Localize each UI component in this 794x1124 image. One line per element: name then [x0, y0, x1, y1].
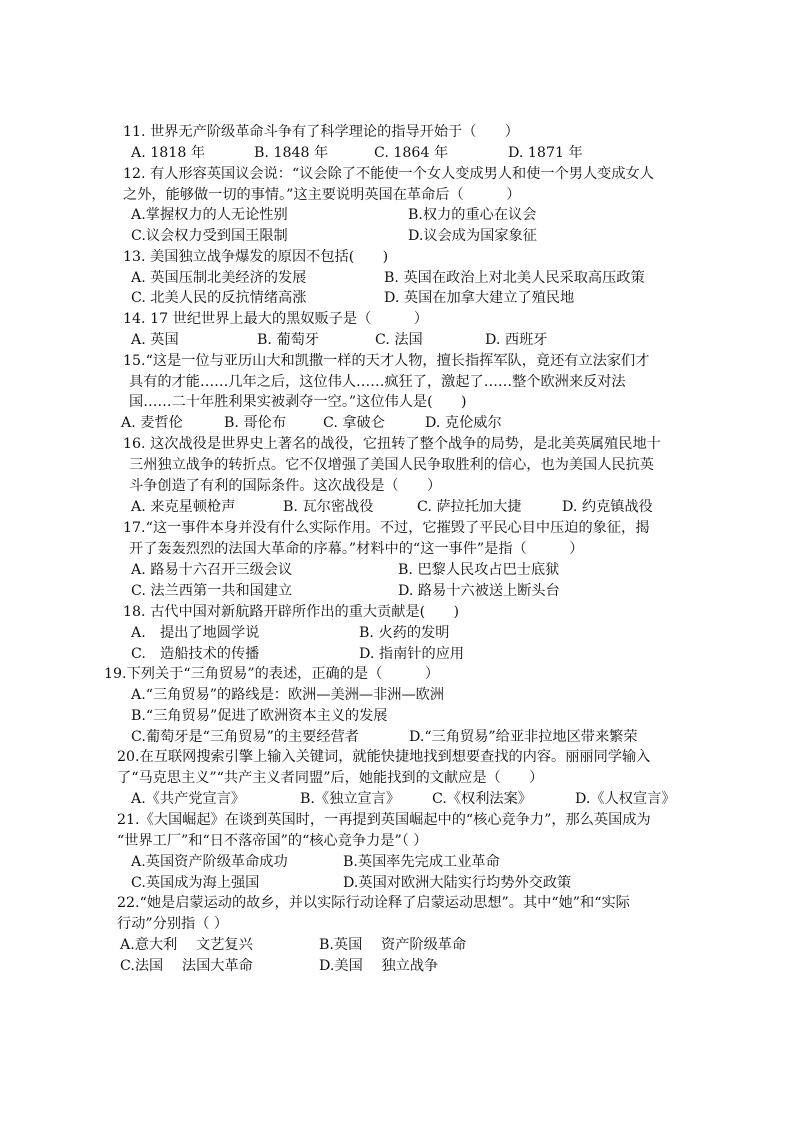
question-14-stem-line-1: 14. 17 世纪世界上最大的黑奴贩子是（ ）: [123, 311, 429, 327]
question-14-option-c: C. 法国: [375, 332, 423, 348]
question-12-option-b: B.权力的重心在议会: [408, 207, 537, 223]
question-16-stem-line-3: 斗争创造了有利的国际条件。这次战役是（ ）: [129, 478, 442, 494]
question-16-stem-line-1: 16. 这次战役是世界史上著名的战役，它扭转了整个战争的局势，是北美英属殖民地十: [123, 436, 661, 452]
question-12-stem-line-1: 12. 有人形容英国议会说：“议会除了不能使一个女人变成男人和使一个男人变成女人: [123, 166, 654, 182]
question-18-option-a: A. 提出了地圆学说: [131, 625, 260, 641]
question-22-option-d: D.美国 独立战争: [319, 958, 439, 974]
question-18-option-d: D. 指南针的应用: [359, 646, 465, 662]
question-15-option-a: A. 麦哲伦: [121, 415, 183, 431]
question-22-option-b: B.英国 资产阶级革命: [319, 937, 467, 953]
question-19-option-d: D.“三角贸易”给亚非拉地区带来繁荣: [409, 729, 638, 745]
question-21-option-c: C.英国成为海上强国: [131, 875, 260, 891]
question-15-option-c: C. 拿破仑: [323, 415, 385, 431]
question-15-option-b: B. 哥伦布: [224, 415, 287, 431]
question-14-option-b: B. 葡萄牙: [257, 332, 320, 348]
question-12-option-a: A.掌握权力的人无论性别: [131, 207, 288, 223]
question-13-option-c: C. 北美人民的反抗情绪高涨: [131, 290, 307, 306]
question-19-option-b: B.“三角贸易”促进了欧洲资本主义的发展: [131, 708, 388, 724]
question-13-option-b: B. 英国在政治上对北美人民采取高压政策: [384, 270, 645, 286]
question-21-option-d: D.英国对欧洲大陆实行均势外交政策: [343, 875, 572, 891]
question-15-stem-line-3: 国……二十年胜利果实被剥夺一空。”这位伟人是( ): [129, 394, 467, 410]
question-22-option-c: C.法国 法国大革命: [120, 958, 253, 974]
question-22-option-a: A.意大利 文艺复兴: [120, 937, 253, 953]
question-17-stem-line-1: 17.“这一事件本身并没有什么实际作用。不过，它摧毁了平民心目中压迫的象征，揭: [123, 520, 650, 536]
question-15-stem-line-1: 15.“这是一位与亚历山大和凯撒一样的天才人物，擅长指挥军队，竟还有立法家们才: [123, 353, 650, 369]
question-16-option-a: A. 来克星顿枪声: [131, 499, 236, 515]
question-19-option-a: A.“三角贸易”的路线是：欧洲—美洲—非洲—欧洲: [131, 687, 445, 703]
question-20-stem-line-2: 了“马克思主义”“共产主义者同盟”后，她能找到的文献应是（ ）: [117, 770, 544, 786]
question-21-option-b: B.英国率先完成工业革命: [343, 854, 500, 870]
question-21-stem-line-2: “世界工厂”和“日不落帝国”的“核心竞争力是”（ ）: [117, 833, 428, 849]
question-19-option-c: C.葡萄牙是“三角贸易”的主要经营者: [131, 729, 359, 745]
question-19-stem-line-1: 19.下列关于“三角贸易”的表述，正确的是（ ）: [104, 666, 440, 682]
question-16-option-c: C. 萨拉托加大捷: [417, 499, 522, 515]
question-11-option-b: B. 1848 年: [254, 145, 329, 161]
question-21-option-a: A.英国资产阶级革命成功: [131, 854, 288, 870]
question-18-stem-line-1: 18. 古代中国对新航路开辟所作出的重大贡献是( ): [123, 604, 460, 620]
question-16-stem-line-2: 三州独立战争的转折点。它不仅增强了美国人民争取胜利的信心，也为美国人民抗英: [129, 457, 654, 473]
question-13-option-d: D. 英国在加拿大建立了殖民地: [384, 290, 575, 306]
question-20-stem-line-1: 20.在互联网搜索引擎上输入关键词，就能快捷地找到想要查找的内容。丽丽同学输入: [117, 749, 651, 765]
question-17-stem-line-2: 开了轰轰烈烈的法国大革命的序幕。”材料中的“这一事件”是指（ ）: [129, 541, 584, 557]
question-20-option-c: C.《权利法案》: [432, 791, 532, 807]
question-20-option-a: A.《共产党宣言》: [131, 791, 246, 807]
question-11-option-a: A. 1818 年: [131, 145, 206, 161]
question-12-option-d: D.议会成为国家象征: [408, 228, 537, 244]
question-11-stem-line-1: 11. 世界无产阶级革命斗争有了科学理论的指导开始于（ ）: [123, 124, 519, 140]
question-22-stem-line-1: 22.“她是启蒙运动的故乡，并以实际行动诠释了启蒙运动思想”。其中“她”和“实际: [117, 895, 630, 911]
question-20-option-b: B.《独立宣言》: [300, 791, 401, 807]
question-16-option-b: B. 瓦尔密战役: [283, 499, 374, 515]
question-11-option-c: C. 1864 年: [374, 145, 449, 161]
question-17-option-c: C. 法兰西第一共和国建立: [131, 583, 293, 599]
question-13-option-a: A. 英国压制北美经济的发展: [131, 270, 307, 286]
question-16-option-d: D. 约克镇战役: [562, 499, 653, 515]
question-17-option-b: B. 巴黎人民攻占巴士底狱: [398, 562, 560, 578]
question-17-option-d: D. 路易十六被送上断头台: [398, 583, 560, 599]
question-21-stem-line-1: 21.《大国崛起》在谈到英国时，一再提到英国崛起中的“核心竞争力”，那么英国成为: [117, 812, 651, 828]
question-22-stem-line-2: 行动”分别指（ ）: [117, 916, 229, 932]
question-15-option-d: D. 克伦威尔: [425, 415, 502, 431]
question-17-option-a: A. 路易十六召开三级会议: [131, 562, 293, 578]
question-18-option-c: C. 造船技术的传播: [131, 646, 260, 662]
question-12-stem-line-2: 之外，能够做一切的事情。”这主要说明英国在革命后（ ）: [123, 187, 521, 203]
question-20-option-d: D.《人权宣言》: [575, 791, 676, 807]
question-15-stem-line-2: 具有的才能……几年之后，这位伟人……疯狂了，激起了……整个欧洲来反对法: [129, 374, 626, 390]
question-13-stem-line-1: 13. 美国独立战争爆发的原因不包括( ): [123, 249, 389, 265]
question-11-option-d: D. 1871 年: [508, 145, 583, 161]
question-14-option-d: D. 西班牙: [485, 332, 548, 348]
question-14-option-a: A. 英国: [131, 332, 179, 348]
question-12-option-c: C.议会权力受到国王限制: [131, 228, 288, 244]
question-18-option-b: B. 火药的发明: [359, 625, 450, 641]
